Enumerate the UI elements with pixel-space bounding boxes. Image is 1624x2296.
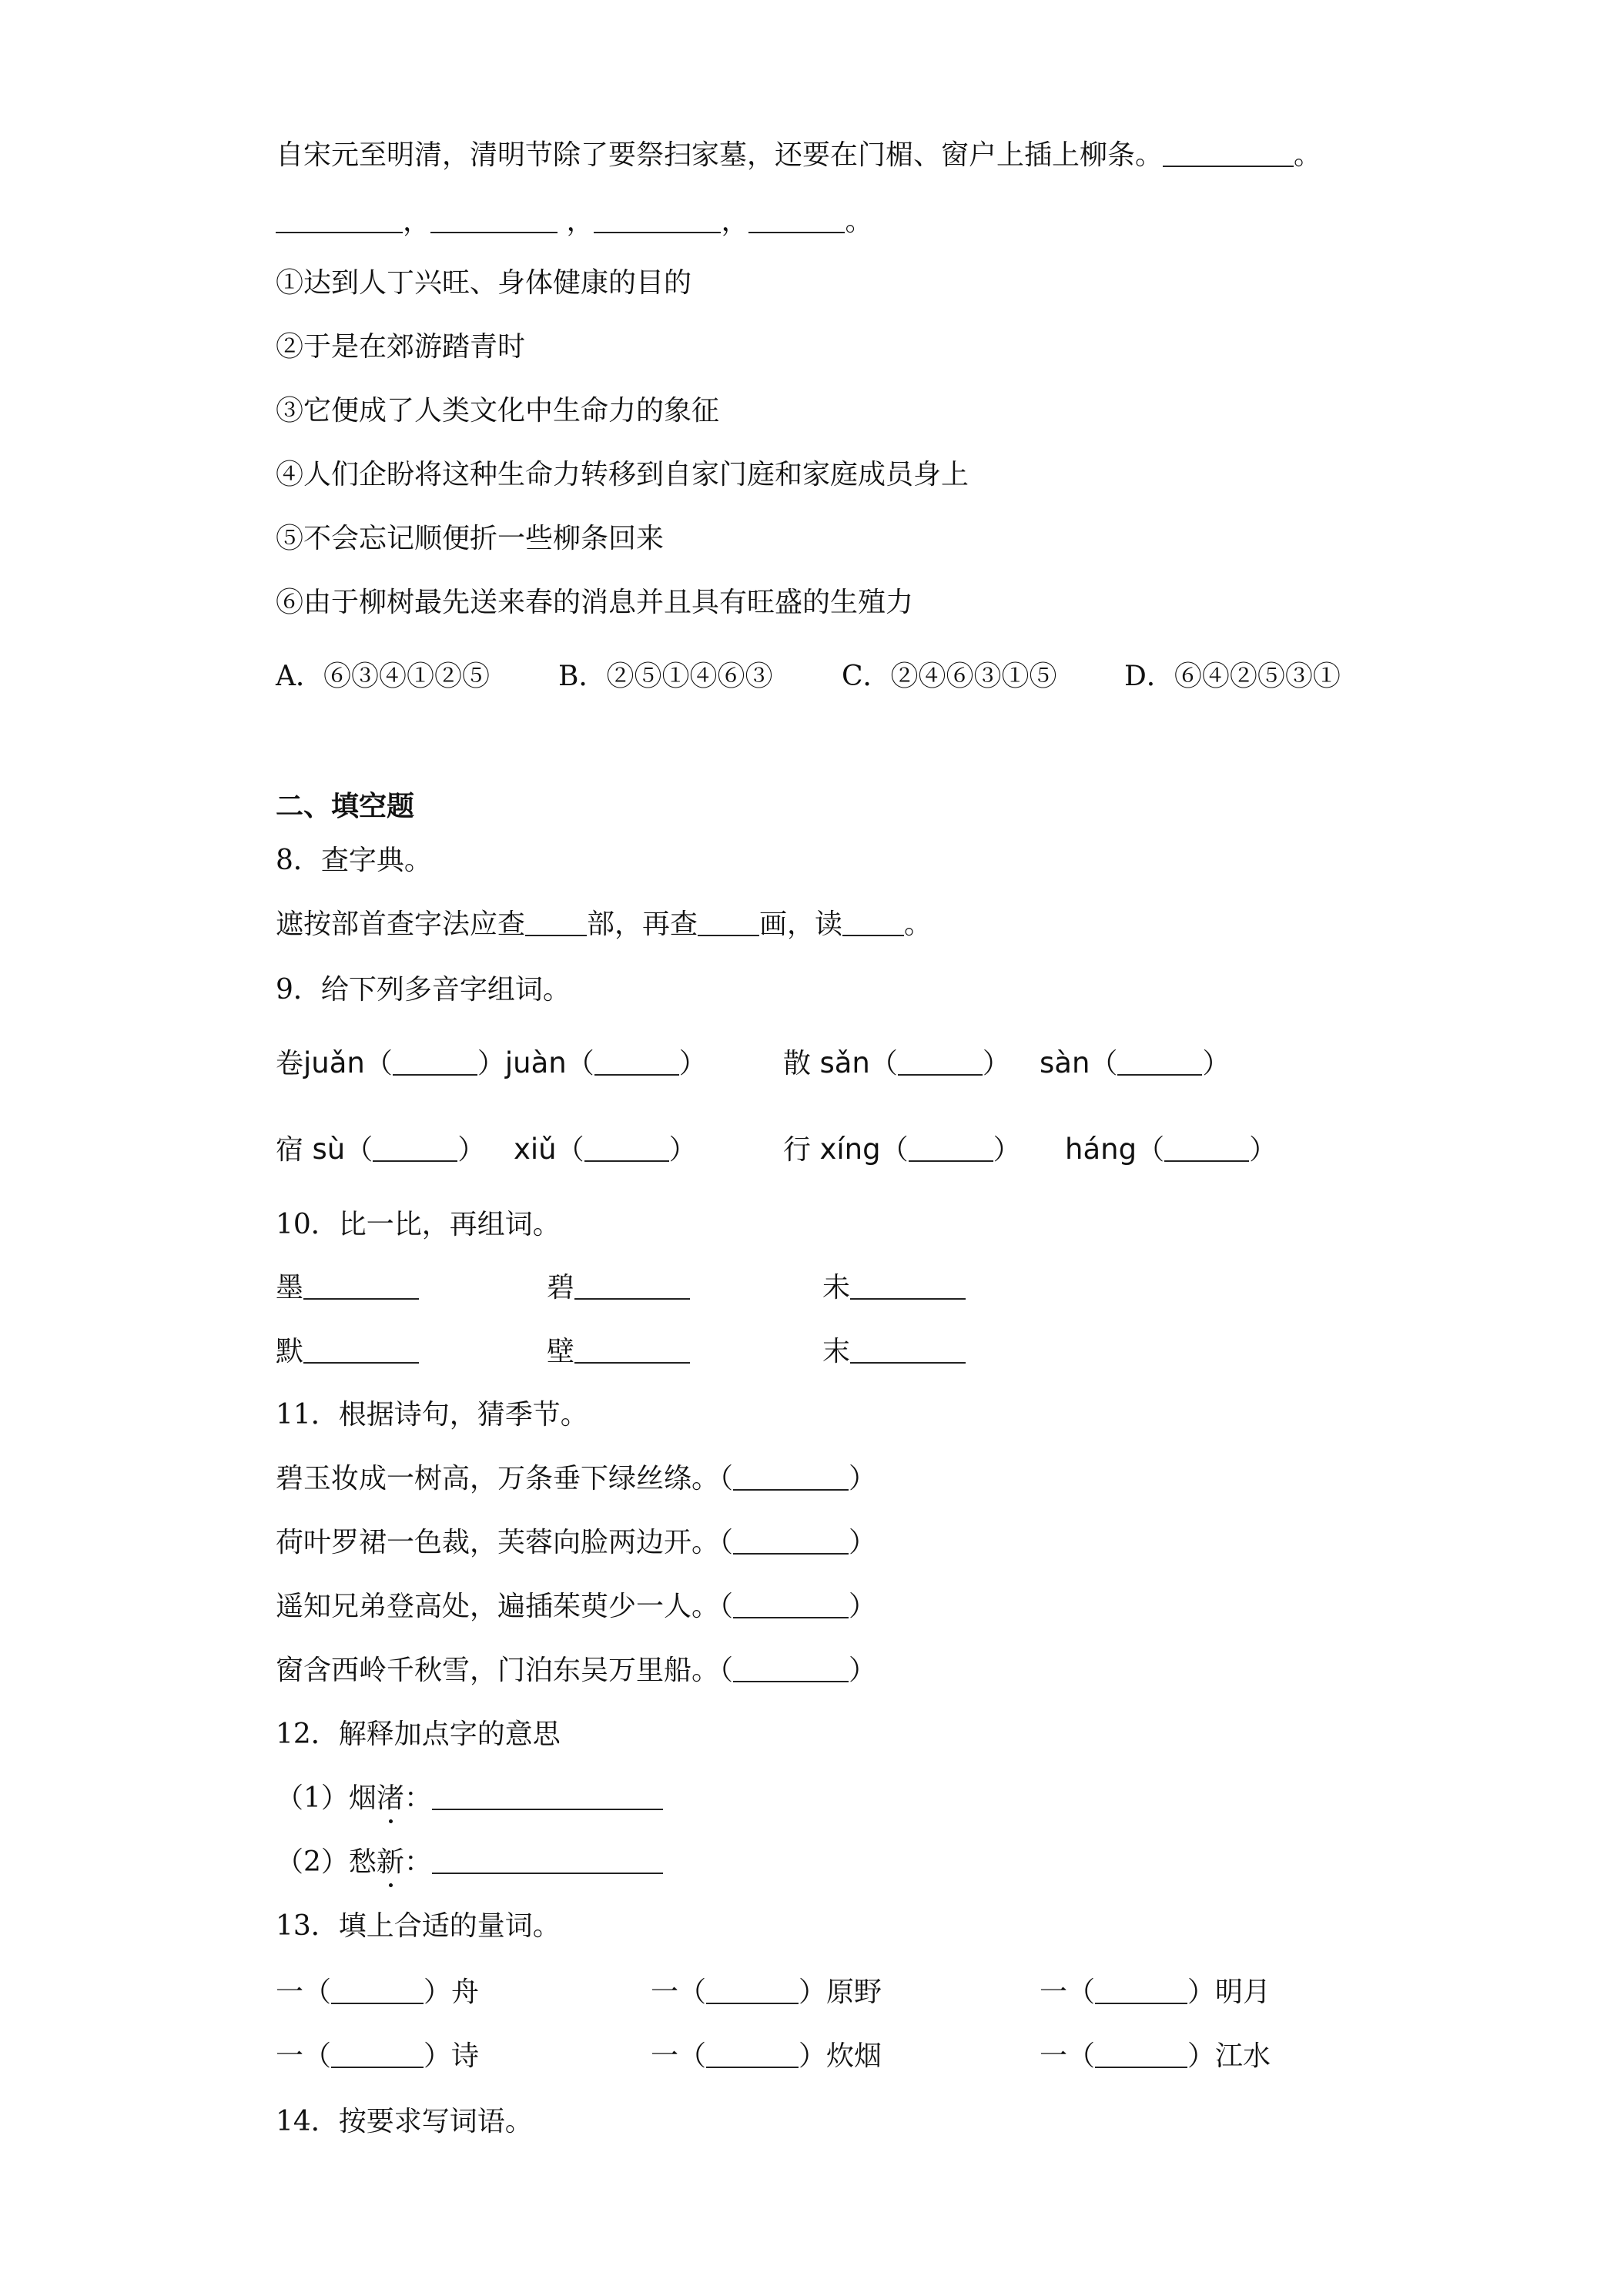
q10-title: 10．比一比，再组词。	[276, 1209, 561, 1240]
q9-pinyin-2: juàn	[504, 1046, 567, 1079]
q12-title: 12．解释加点字的意思	[276, 1719, 561, 1750]
q13-title: 13．填上合适的量词。	[276, 1910, 561, 1942]
q11-blank-1[interactable]	[733, 1488, 849, 1491]
lparen: （	[1067, 1976, 1096, 2008]
q9-row-1b	[783, 1046, 1010, 1079]
rparen: ）	[678, 1048, 707, 1079]
q13-blank-1[interactable]	[331, 2002, 424, 2004]
rparen: ）	[668, 1134, 697, 1166]
rparen: ）	[799, 1976, 827, 2008]
q8-blank-reading[interactable]	[842, 934, 904, 936]
rparen: ）	[1249, 1134, 1277, 1166]
lparen: （	[1090, 1048, 1118, 1079]
q7-option-b[interactable]: B．②⑤①④⑥③	[558, 661, 773, 692]
lparen: （	[303, 1976, 332, 2008]
q11-blank-4[interactable]	[733, 1680, 849, 1682]
q8-title: 8．查字典。	[276, 845, 432, 876]
q10-blank-3[interactable]	[850, 1297, 966, 1300]
q9-blank-1[interactable]	[393, 1073, 477, 1076]
q9-char-4: 行	[783, 1134, 812, 1166]
q13-noun-3: 明月	[1215, 1976, 1271, 2008]
q13-row-1a	[276, 1976, 480, 2008]
q10-row-2	[276, 1338, 419, 1366]
lparen: （	[345, 1134, 373, 1166]
q9-char-1: 卷	[276, 1048, 304, 1079]
q13-blank-5[interactable]	[706, 2066, 799, 2068]
q9-blank-4[interactable]	[1117, 1073, 1202, 1076]
q11-line-4	[276, 1657, 876, 1685]
lparen: （	[1067, 2040, 1096, 2072]
lparen: （	[719, 1655, 734, 1686]
q12-colon-2: ：	[403, 1846, 432, 1878]
q10-char-6: 末	[822, 1336, 851, 1367]
q9-pinyin-8: háng	[1065, 1133, 1137, 1166]
lparen: （	[1137, 1134, 1165, 1166]
q10-char-5: 壁	[547, 1336, 575, 1367]
q7-option-a[interactable]: A．⑥③④①②⑤	[276, 661, 490, 692]
lparen: （	[678, 2040, 707, 2072]
rparen: ）	[477, 1048, 505, 1079]
rparen: ）	[1202, 1048, 1231, 1079]
q13-row-1c	[1040, 1976, 1271, 2008]
q10-char-1: 墨	[276, 1272, 304, 1304]
q11-blank-3[interactable]	[733, 1616, 849, 1618]
q9-row-1c	[1040, 1046, 1231, 1079]
q9-row-2	[276, 1135, 485, 1164]
rparen: ）	[993, 1134, 1021, 1166]
q7-blank-1[interactable]	[276, 231, 403, 233]
q8-text-4: 。	[904, 909, 933, 940]
q7-blank-2[interactable]	[430, 231, 558, 233]
q7-blank-3[interactable]	[594, 231, 721, 233]
q11-title: 11．根据诗句，猜季节。	[276, 1399, 588, 1431]
q13-noun-6: 江水	[1215, 2040, 1271, 2072]
q11-line-3	[276, 1593, 876, 1621]
q12-item-2	[276, 1846, 663, 1878]
q9-blank-3[interactable]	[898, 1073, 983, 1076]
rparen: ）	[799, 2040, 827, 2072]
q7-option-d[interactable]: D．⑥④②⑤③①	[1124, 661, 1341, 692]
q10-char-3: 未	[822, 1272, 851, 1304]
q13-row-2c	[1040, 2040, 1271, 2072]
q7-stem-blank[interactable]	[1163, 165, 1294, 167]
rparen: ）	[1187, 2040, 1216, 2072]
q12-word-2a: 愁	[348, 1846, 377, 1878]
q7-sep-1: ，	[403, 206, 431, 237]
q11-blank-2[interactable]	[733, 1552, 849, 1555]
q12-word-1a: 烟	[348, 1782, 377, 1814]
q8-text-2: 部，再查	[587, 909, 698, 940]
rparen: ）	[424, 2040, 452, 2072]
q9-pinyin-4: sàn	[1040, 1046, 1090, 1079]
q10-row-2c	[822, 1338, 966, 1366]
q12-num-1: （1）	[276, 1782, 349, 1814]
lparen: （	[719, 1527, 734, 1558]
q9-pinyin-3: sǎn	[819, 1046, 870, 1079]
q9-blank-5[interactable]	[373, 1160, 457, 1162]
lparen: （	[566, 1048, 594, 1079]
q13-yi: 一	[1040, 1976, 1068, 2008]
q7-period: 。	[845, 206, 873, 237]
q8-line	[276, 911, 932, 939]
q13-noun-4: 诗	[451, 2040, 480, 2072]
q11-poem-4: 窗含西岭千秋雪，门泊东吴万里船。	[276, 1655, 720, 1686]
lparen: （	[556, 1134, 584, 1166]
rparen: ）	[849, 1591, 877, 1622]
rparen: ）	[1187, 1976, 1216, 2008]
q9-blank-8[interactable]	[1164, 1160, 1249, 1162]
q13-blank-6[interactable]	[1095, 2066, 1187, 2068]
q10-blank-4[interactable]	[303, 1361, 419, 1364]
q13-noun-2: 原野	[826, 1976, 882, 2008]
q10-blank-1[interactable]	[303, 1297, 419, 1300]
q9-blank-2[interactable]	[594, 1073, 679, 1076]
section-title: 二、填空题	[276, 791, 415, 822]
q7-stem-period: 。	[1294, 139, 1322, 171]
q9-row-2b	[514, 1135, 697, 1164]
q8-text-1: 遮按部首查字法应查	[276, 909, 526, 940]
q13-noun-1: 舟	[451, 1976, 480, 2008]
lparen: （	[719, 1463, 734, 1494]
q11-poem-3: 遥知兄弟登高处，遍插茱萸少一人。	[276, 1591, 720, 1622]
q9-pinyin-1: juǎn	[303, 1046, 365, 1079]
q9-char-3: 宿	[276, 1134, 304, 1166]
q11-poem-2: 荷叶罗裙一色裁，芙蓉向脸两边开。	[276, 1527, 720, 1558]
q13-yi: 一	[276, 1976, 304, 2008]
q13-blank-3[interactable]	[1095, 2002, 1187, 2004]
q7-stem-text: 自宋元至明清，清明节除了要祭扫家墓，还要在门楣、窗户上插上柳条。	[276, 139, 1164, 171]
q9-blank-6[interactable]	[584, 1160, 669, 1162]
q13-row-1b	[651, 1976, 882, 2008]
q9-title: 9．给下列多音字组词。	[276, 974, 571, 1006]
q13-yi: 一	[651, 2040, 679, 2072]
q10-blank-6[interactable]	[850, 1361, 966, 1364]
rparen: ）	[849, 1655, 877, 1686]
lparen: （	[678, 1976, 707, 2008]
q10-row-1c	[822, 1274, 966, 1302]
q7-option-c[interactable]: C．②④⑥③①⑤	[842, 661, 1057, 692]
q12-dotted-char-1: 渚	[376, 1782, 404, 1814]
lparen: （	[880, 1134, 909, 1166]
q8-blank-strokes[interactable]	[698, 934, 759, 936]
q11-line-1	[276, 1465, 876, 1493]
q13-yi: 一	[276, 2040, 304, 2072]
q7-item-1: ①达到人丁兴旺、身体健康的目的	[276, 267, 692, 299]
q10-row-1	[276, 1274, 419, 1302]
q10-row-1b	[547, 1274, 690, 1302]
q10-row-2b	[547, 1338, 690, 1366]
q9-pinyin-7: xíng	[819, 1133, 881, 1166]
q12-blank-2[interactable]	[432, 1872, 663, 1874]
rparen: ）	[424, 1976, 452, 2008]
q10-blank-5[interactable]	[574, 1361, 690, 1364]
q7-item-5: ⑤不会忘记顺便折一些柳条回来	[276, 523, 665, 554]
q12-item-1	[276, 1782, 663, 1814]
q13-noun-5: 炊烟	[826, 2040, 882, 2072]
q7-item-2: ②于是在郊游踏青时	[276, 331, 526, 363]
rparen: ）	[457, 1134, 486, 1166]
lparen: （	[364, 1048, 393, 1079]
q10-blank-2[interactable]	[574, 1297, 690, 1300]
q9-row-2c	[783, 1135, 1021, 1164]
q11-poem-1: 碧玉妆成一树高，万条垂下绿丝绦。	[276, 1463, 720, 1494]
q7-item-6: ⑥由于柳树最先送来春的消息并且具有旺盛的生殖力	[276, 587, 914, 618]
rparen: ）	[849, 1463, 877, 1494]
q7-answer-line	[276, 208, 873, 236]
q9-row-1	[276, 1046, 707, 1079]
q10-char-2: 碧	[547, 1272, 575, 1304]
q7-item-3: ③它便成了人类文化中生命力的象征	[276, 395, 720, 427]
q9-pinyin-6: xiǔ	[514, 1133, 557, 1166]
q13-row-2b	[651, 2040, 882, 2072]
q14-title: 14．按要求写词语。	[276, 2106, 533, 2137]
q12-dotted-char-2: 新	[376, 1846, 404, 1878]
q11-line-2	[276, 1529, 876, 1557]
q7-sep-2: ，	[558, 206, 594, 237]
q7-sep-3: ，	[721, 206, 749, 237]
q7-stem	[276, 139, 1322, 171]
q7-blank-4[interactable]	[748, 231, 845, 233]
q13-blank-2[interactable]	[706, 2002, 799, 2004]
lparen: （	[303, 2040, 332, 2072]
q13-blank-4[interactable]	[331, 2066, 424, 2068]
q7-item-4: ④人们企盼将这种生命力转移到自家门庭和家庭成员身上	[276, 459, 969, 490]
q13-yi: 一	[1040, 2040, 1068, 2072]
q12-blank-1[interactable]	[432, 1808, 663, 1810]
q8-text-3: 画，读	[759, 909, 843, 940]
rparen: ）	[849, 1527, 877, 1558]
q12-colon-1: ：	[403, 1782, 432, 1814]
lparen: （	[869, 1048, 898, 1079]
q9-blank-7[interactable]	[909, 1160, 993, 1162]
q13-yi: 一	[651, 1976, 679, 2008]
q8-blank-radical[interactable]	[525, 934, 587, 936]
q13-row-2a	[276, 2040, 480, 2072]
rparen: ）	[982, 1048, 1010, 1079]
q10-char-4: 默	[276, 1336, 304, 1367]
q12-num-2: （2）	[276, 1846, 349, 1878]
q9-pinyin-5: sù	[312, 1133, 346, 1166]
q9-char-2: 散	[783, 1048, 812, 1079]
q9-row-2d	[1065, 1135, 1277, 1164]
lparen: （	[719, 1591, 734, 1622]
